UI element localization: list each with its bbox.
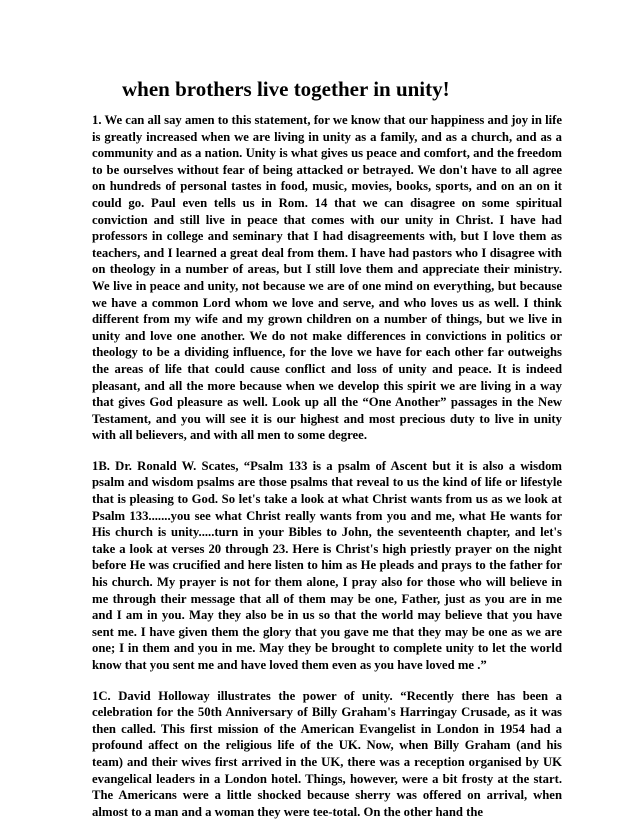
document-body xyxy=(92,112,562,834)
paragraph-1: 1. We can all say amen to this statement, for we know that our happiness and joy in life is greatly increased when we are living in unity as a family, and as a church, and as a community and as a nation. Unity is what gives us peace and comfort, and the freedom to be ourselves without fear of being attacked or betrayed. We don't have to all agree on hundreds of personal tastes in food, music, movies, books, sports, and on an on it could go. Paul even tells us in Rom. 14 that we can disagree on some spiritual conviction and still live in peace that comes with our unity in Christ. I have had professors in college and seminary that I had disagreements with, but I love them as teachers, and I learned a great deal from them. I have had pastors who I disagree with on theology in a number of areas, but I still love them and appreciate their ministry. We live in peace and unity, not because we are of one mind on everything, but because we have a common Lord whom we love and serve, and who loves us as well. I think different from my wife and my grown children on a number of things, but we live in unity and love one another. We do not make differences in convictions in politics or theology to be a dividing influence, for the love we have for each other far outweighs the areas of life that could cause conflict and loss of unity and peace. It is indeed pleasant, and all the more because when we develop this spirit we are living in a way that gives God pleasure as well. Look up all the “One Another” passages in the New Testament, and you will see it is our highest and most precious duty to live in unity with all believers, and with all men to some degree. xyxy=(92,113,562,443)
paragraph-1c: 1C. David Holloway illustrates the power of unity. “Recently there has been a celebration for the 50th Anniversary of Billy Graham's Harringay Crusade, as it was then called. This first mission of the American Evangelist in London in 1954 had a profound affect on the religious life of the UK. Now, when Billy Graham (and his team) and their wives first arrived in the UK, there was a reception organised by UK evangelical leaders in a London hotel. Things, however, were a bit frosty at the start. The Americans were a little shocked because sherry was offered on arrival, when almost to a man and a woman they were tee-total. On the other hand the xyxy=(92,688,562,819)
document-title: when brothers live together in unity! xyxy=(122,77,450,101)
paragraph-1b: 1B. Dr. Ronald W. Scates, “Psalm 133 is a psalm of Ascent but it is also a wisdom psalm and wisdom psalms are those psalms that reveal to us the kind of life or lifestyle that is pleasing to God. So let's take a look at what Christ wants from us as we look at Psalm 133.......you see what Christ really wants from you and me, what He wants for His church is unity.....turn in your Bibles to John, the seventeenth chapter, and let's take a look at verses 20 through 23. Here is Christ's high priestly prayer on the night before He was crucified and here listen to him as He pleads and prays to the father for his church. My prayer is not for them alone, I pray also for those who will believe in me through their message that all of them may be one, Father, just as you are in me and I am in you. May they also be in us so that the world may believe that you have sent me. I have given them the glory that you gave me that they may be one as we are one; I in them and you in me. May they be brought to complete unity to let the world know that you sent me and have loved them even as you have loved me .” xyxy=(92,458,562,672)
